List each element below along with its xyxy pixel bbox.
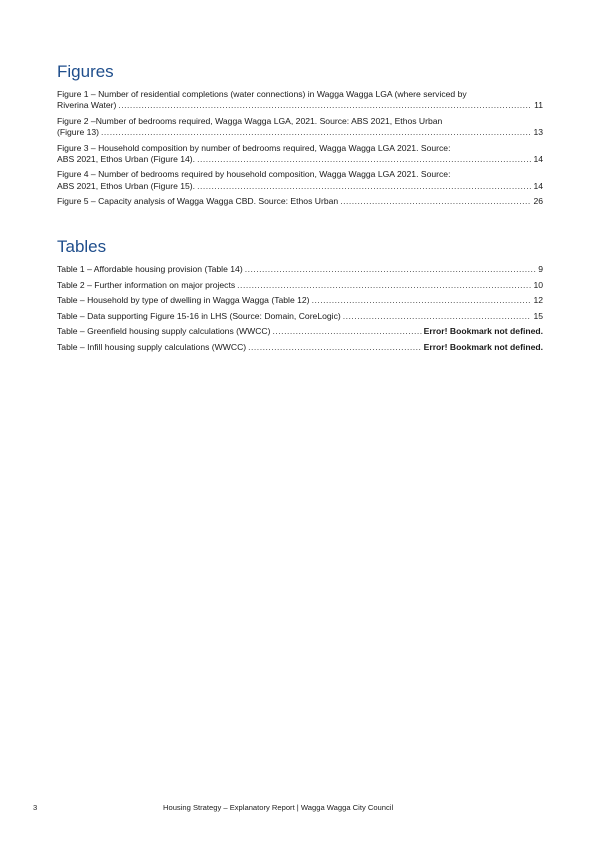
table-entry[interactable] [57,311,543,322]
dot-leader [197,154,531,165]
table-entry-title: Table – Data supporting Figure 15-16 in LHS (Source: Domain, CoreLogic) [57,310,341,321]
dot-leader [312,295,532,306]
figure-entry[interactable] [57,89,543,111]
table-entry-title: Table 2 – Further information on major projects [57,279,236,290]
table-entry[interactable] [57,295,543,306]
footer-text: Housing Strategy – Explanatory Report | Wagga Wagga City Council [163,803,394,812]
dot-leader [343,311,532,322]
tables-section [57,236,543,358]
table-entry-title: Table 1 – Affordable housing provision (Table 14) [57,264,243,274]
figure-entry-page: 14 [533,180,543,191]
figure-entry-title: Figure 5 – Capacity analysis of Wagga Wagga CBD. Source: Ethos Urban [57,196,339,207]
dot-leader [273,326,422,337]
dot-leader [248,342,421,353]
figures-section [57,61,543,212]
figure-entry[interactable] [57,116,543,138]
dot-leader [197,181,531,192]
figure-entry-title-line1: Figure 2 –Number of bedrooms required, Wagga Wagga LGA, 2021. Source: ABS 2021, Ethos Urban [57,115,443,126]
figure-entry-page: 11 [534,100,543,111]
table-entry-page-error: Error! Bookmark not defined. [423,341,543,352]
figure-entry-title-line2: (Figure 13) [57,127,100,137]
dot-leader [340,196,531,207]
figure-entry[interactable] [57,196,543,207]
tables-heading: Tables [57,237,107,256]
dot-leader [101,127,531,138]
figure-entry-page: 14 [533,153,543,164]
figure-entry-title-line2: Riverina Water) [57,100,117,111]
figures-heading: Figures [57,62,114,81]
figure-entry-title-line2: ABS 2021, Ethos Urban (Figure 14). [57,153,196,164]
table-entry[interactable] [57,326,543,337]
figure-entry[interactable] [57,169,543,191]
figure-entry-page: 13 [533,127,543,137]
dot-leader [245,264,537,275]
dot-leader [237,280,531,291]
table-entry-page-error: Error! Bookmark not defined. [423,326,543,337]
dot-leader [118,100,532,111]
table-entry-title: Table – Greenfield housing supply calculations (WWCC) [57,326,271,337]
figure-entry[interactable] [57,143,543,165]
footer-page-number: 3 [33,803,38,812]
figure-entry-page: 26 [533,196,543,207]
table-entry-title: Table – Infill housing supply calculations (WWCC) [57,341,247,352]
table-entry-page: 10 [533,279,543,290]
figure-entry-title-line2: ABS 2021, Ethos Urban (Figure 15). [57,180,196,191]
table-entry[interactable] [57,280,543,291]
table-entry-page: 9 [538,264,543,274]
figure-entry-title-line1: Figure 3 – Household composition by number of bedrooms required, Wagga Wagga LGA 2021. Source: [57,142,451,153]
table-entry[interactable] [57,342,543,353]
table-entry-title: Table – Household by type of dwelling in Wagga Wagga (Table 12) [57,295,310,306]
figure-entry-title-line1: Figure 1 – Number of residential completions (water connections) in Wagga Wagga LGA (where serviced by [57,89,467,99]
table-entry[interactable] [57,264,543,275]
table-entry-page: 15 [533,310,543,321]
figure-entry-title-line1: Figure 4 – Number of bedrooms required by household composition, Wagga Wagga LGA 2021. Source: [57,169,451,180]
table-entry-page: 12 [533,295,543,306]
